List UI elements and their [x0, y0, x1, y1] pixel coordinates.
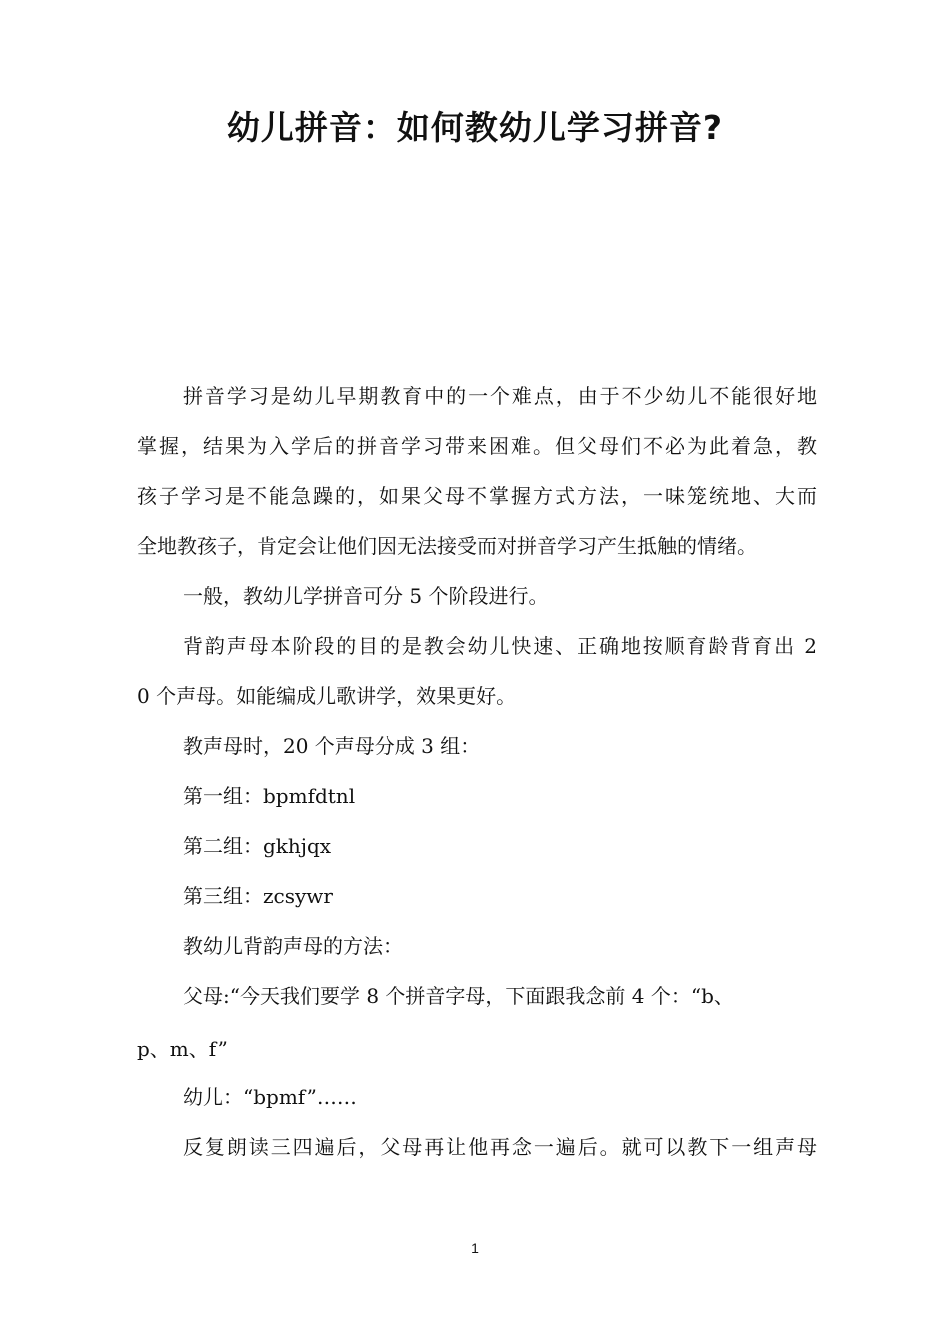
paragraph-line: 教声母时，20 个声母分成 3 组：: [183, 734, 481, 758]
paragraph-line: 教幼儿背韵声母的方法：: [183, 934, 403, 958]
dialogue-parent: 父母:“今天我们要学 8 个拼音字母，下面跟我念前 4 个：“b、: [183, 984, 734, 1008]
paragraph-line: 掌握，结果为入学后的拼音学习带来困难。但父母们不必为此着急，教: [137, 434, 817, 458]
paragraph-line: 背韵声母本阶段的目的是教会幼儿快速、正确地按顺育龄背育出 2: [183, 634, 817, 658]
dialogue-child: 幼儿：“bpmf”……: [183, 1085, 357, 1109]
paragraph-line: 0 个声母。如能编成儿歌讲学，效果更好。: [137, 684, 517, 708]
paragraph-line: 全地教孩子，肯定会让他们因无法接受而对拼音学习产生抵触的情绪。: [137, 534, 757, 558]
consonant-group-2: 第二组：gkhjqx: [183, 834, 332, 858]
consonant-group-3: 第三组：zcsywr: [183, 884, 333, 908]
paragraph-line: 拼音学习是幼儿早期教育中的一个难点，由于不少幼儿不能很好地: [183, 384, 817, 408]
document-title: 幼儿拼音：如何教幼儿学习拼音?: [226, 108, 724, 147]
consonant-group-1: 第一组：bpmfdtnl: [183, 784, 356, 808]
dialogue-parent-continued: p、m、f”: [137, 1037, 228, 1061]
page-number: 1: [471, 1240, 479, 1256]
paragraph-line: 反复朗读三四遍后，父母再让他再念一遍后。就可以教下一组声母: [183, 1135, 817, 1159]
paragraph-line: 一般，教幼儿学拼音可分 5 个阶段进行。: [183, 584, 549, 608]
paragraph-line: 孩子学习是不能急躁的，如果父母不掌握方式方法，一味笼统地、大而: [137, 484, 817, 508]
